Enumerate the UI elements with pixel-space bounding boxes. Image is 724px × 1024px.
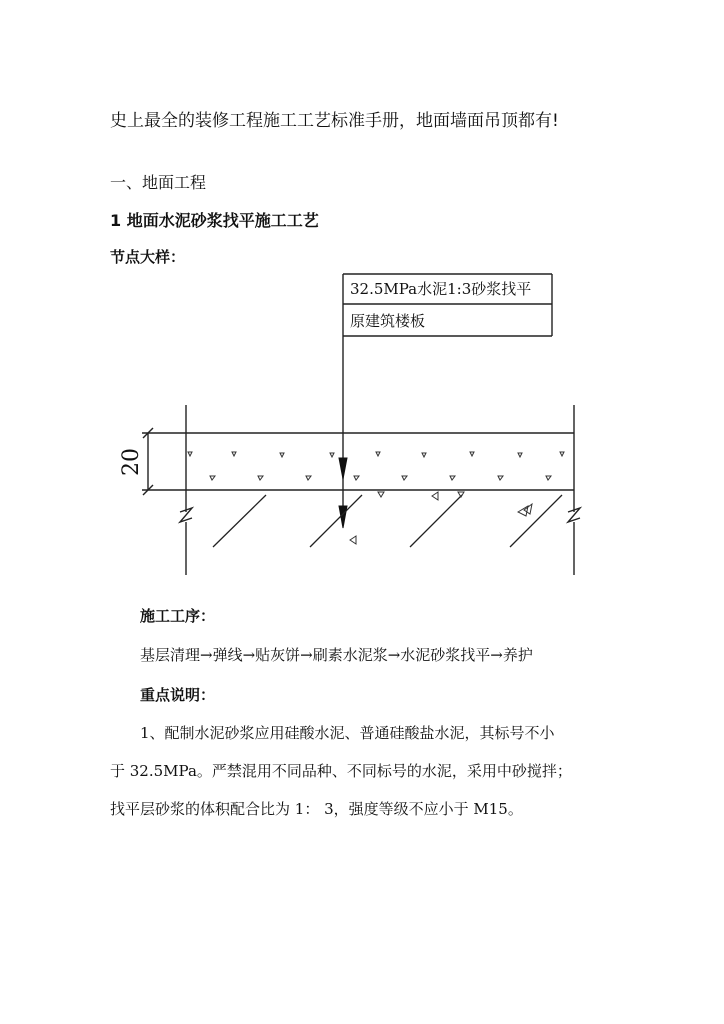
label-top-text: 32.5MPa水泥1:3砂浆找平	[350, 280, 532, 298]
notes-line-1: 1、配制水泥砂浆应用硅酸水泥、普通硅酸盐水泥，其标号不小	[140, 724, 555, 742]
floor-screed-detail-diagram	[100, 270, 600, 580]
screed-layer	[186, 433, 574, 490]
dimension-text: 20	[119, 448, 144, 476]
procedure-steps: 基层清理→弹线→贴灰饼→刷素水泥浆→水泥砂浆找平→养护	[140, 646, 533, 664]
section-heading: 一、地面工程	[110, 173, 207, 192]
dimension-mark	[142, 428, 186, 495]
label-box	[343, 274, 552, 515]
procedure-heading: 施工工序：	[140, 607, 216, 625]
notes-line-2: 于 32.5MPa。严禁混用不同品种、不同标号的水泥，采用中砂搅拌；	[110, 762, 572, 780]
article-title: 史上最全的装修工程施工工艺标准手册，地面墙面吊顶都有!	[110, 111, 559, 131]
subsection-heading: 1 地面水泥砂浆找平施工工艺	[110, 211, 319, 230]
screed-aggregate	[188, 452, 564, 480]
notes-line-3: 找平层砂浆的体积配合比为 1： 3，强度等级不应小于 M15。	[110, 800, 523, 818]
slab-hatching	[213, 495, 562, 547]
slab-aggregate	[350, 492, 532, 544]
notes-heading: 重点说明：	[140, 686, 216, 704]
detail-label: 节点大样：	[110, 248, 186, 266]
label-bottom-text: 原建筑楼板	[350, 312, 426, 330]
